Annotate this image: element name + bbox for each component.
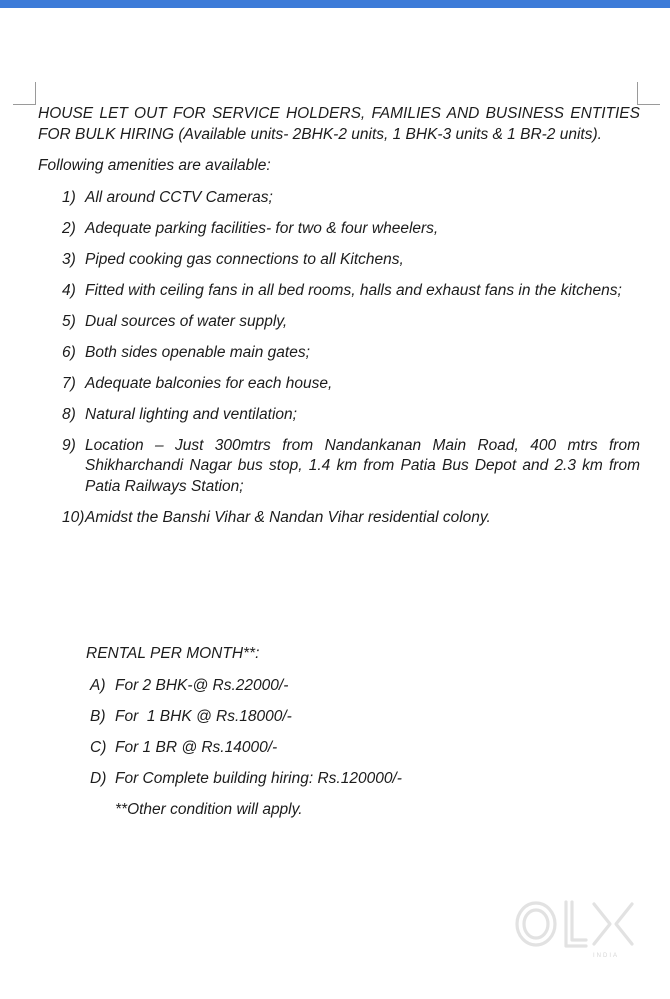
amenity-text: Amidst the Banshi Vihar & Nandan Vihar residential colony. [85,508,491,526]
rental-text: For 2 BHK-@ Rs.22000/- [115,676,289,694]
rental-text: For Complete building hiring: Rs.120000/- [115,769,402,787]
amenity-item [38,312,640,333]
amenity-item [38,374,640,395]
amenity-text: Piped cooking gas connections to all Kitchens, [85,250,404,268]
rental-title: RENTAL PER MONTH**: [86,645,260,662]
rental-label: D) [90,769,107,787]
amenity-item [38,405,640,426]
rental-item [86,676,402,697]
rental-label: A) [90,676,106,694]
amenity-item [38,508,640,529]
page-margin-corner-right [637,82,660,105]
document-body [38,104,640,539]
amenity-item [38,436,640,498]
watermark-country: INDIA [592,953,620,959]
top-accent-bar [0,0,670,8]
rental-label: C) [90,738,107,756]
amenity-text: Both sides openable main gates; [85,343,310,361]
rental-note: **Other condition will apply. [115,800,303,818]
amenity-text: Adequate balconies for each house, [85,374,333,392]
amenities-intro: Following amenities are available: [38,157,271,174]
amenity-item [38,250,640,271]
rental-item [86,769,402,790]
amenity-number: 7) [62,374,76,392]
rental-item [86,707,402,728]
amenity-item [38,343,640,364]
amenity-text: Fitted with ceiling fans in all bed rooms, halls and exhaust fans in the kitchens; [85,281,622,299]
rental-list [86,676,402,790]
amenity-item [38,219,640,240]
amenity-number: 9) [62,436,76,454]
olx-watermark-logo [512,896,638,960]
amenity-text: Dual sources of water supply, [85,312,288,330]
amenity-number: 5) [62,312,76,330]
amenity-number: 6) [62,343,76,361]
rental-text: For 1 BR @ Rs.14000/- [115,738,278,756]
page-margin-corner-left [13,82,36,105]
amenities-list [38,188,640,529]
amenity-number: 4) [62,281,76,299]
amenity-text: Adequate parking facilities- for two & four wheelers, [85,219,439,237]
rental-text: For 1 BHK @ Rs.18000/- [115,707,292,725]
amenity-item [38,281,640,302]
amenity-number: 2) [62,219,76,237]
rental-label: B) [90,707,106,725]
amenity-text: All around CCTV Cameras; [85,188,273,206]
amenity-number: 3) [62,250,76,268]
document-heading: HOUSE LET OUT FOR SERVICE HOLDERS, FAMILIES AND BUSINESS ENTITIES FOR BULK HIRING (Available units- 2BHK-2 units, 1 BHK-3 units & 1 BR-2 units). [38,105,640,143]
amenity-number: 1) [62,188,76,206]
rental-item [86,738,402,759]
amenity-item [38,188,640,209]
amenity-text: Natural lighting and ventilation; [85,405,297,423]
rental-section [86,644,402,820]
amenity-number: 10) [62,508,85,526]
amenity-number: 8) [62,405,76,423]
amenity-text: Location – Just 300mtrs from Nandankanan Main Road, 400 mtrs from Shikharchandi Nagar bus stop, 1.4 km from Patia Bus Depot and 2.3 km from Patia Railways Station; [85,436,640,495]
